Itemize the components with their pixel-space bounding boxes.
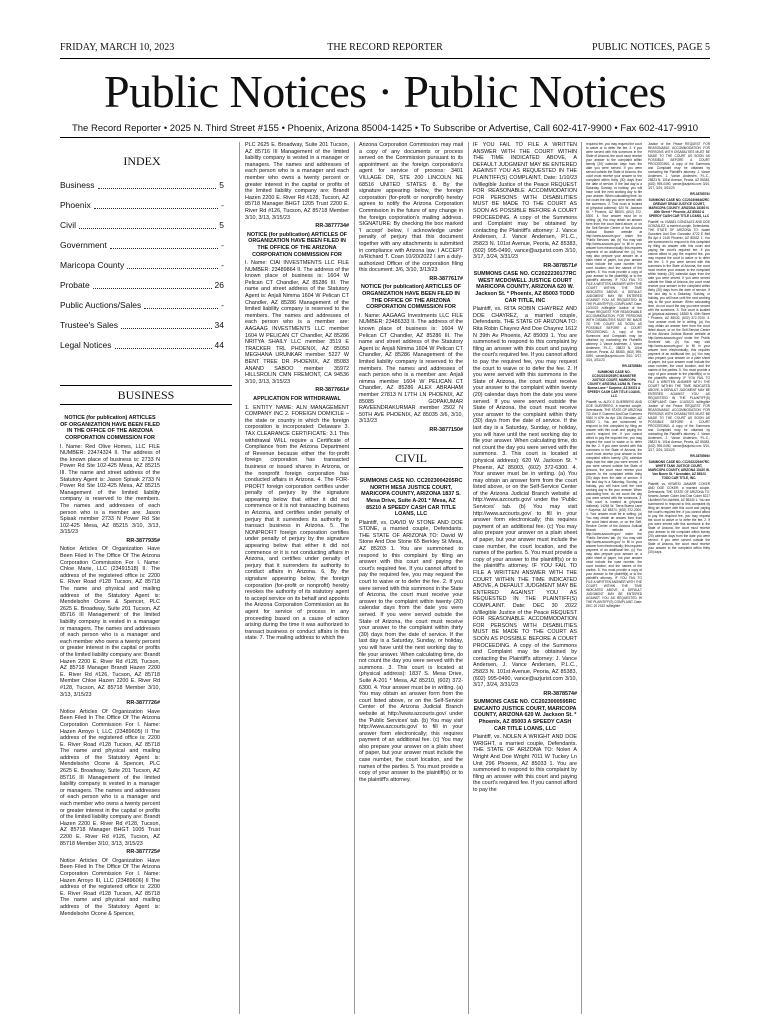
notice-id: RR-3878576# (690, 192, 710, 196)
column-5 (586, 142, 642, 1014)
notice-body: I. Name: Red Olive Homes, LLC FILE NUMBER: 23474324 II. The address of the known place of business is: 2733 N Power Rd Ste 102-425 Mesa, AZ 85215 III. The name and street address of the Statutory Agent is: Jason Spisak 2733 N Power Rd Ste 102-425 Mesa, AZ 85215 Management of the limited liability company is reserved to the members. The names and addresses of each person who is a member are: Jason Spisak member 2733 N Power Rd Ste 102-425 Mesa, AZ 85215 3/10, 3/13, 3/15/23 (60, 443, 160, 536)
index-entry-page: - (221, 299, 224, 310)
summons-heading: SUMMONS CASE NO. CC2022230251RC MANISTEE JUSTICE COURT, MARICOPA COUNTY, ARIZONA 14264 W. Tierra Buena Lane * Surprise, AZ 85374 A SPEEDY CASH CAR TITLE LOANS, LLC (587, 370, 641, 398)
index-entry-label: Government (60, 239, 107, 250)
summons-body: Plaintiff, vs. KEWESI JAMARR COKER AND DOE COKER, a married couple, Defendants. THE STATE OF ARIZONA TO: Kewesi Jamarr Coker And Doe Coker 6227 Litchfield Rd Litchfield, AZ 85340 1. You are summoned to respond to this complaint by filing an answer with this court and paying the court's required fee. If you cannot afford to pay the required fee, you may request the court to waive or to defer the fee. 2. If you were served with this summons in the State of Arizona, the court must receive your answer to the complaint within twenty (20) calendar days from the date you were served. If you were served outside the State of Arizona, the court must receive your answer to the complaint within thirty (30) days (648, 482, 710, 554)
index-entry-page: - (221, 239, 224, 250)
index-entry-label: Phoenix (60, 199, 91, 210)
index-entry-label: Maricopa County (60, 259, 125, 270)
notice-body: I. Name: AAGAAG Investments LLC FILE NUMBER: 23486333 II. The address of the known place of business is: 1604 W Pelican CT Chandler, AZ 85286 III. The name and street address of the Statutory Agent is: Anjali Nimma 1604 W Pelican CT Chandler, AZ 85286 Management of the limited liability company is reserved to the members. The names and addresses of each person who is a member are: Anjali nimma member 1604 W PELICAN CT Chandler, AZ 85286 ALEX ABRAHAM member 27813 N 17TH LN PHOENIX, AZ 85085 GOPAKUMAR RAVEENDRAKURMAR member 2502 N 50TH AVE PHOENIX, AZ 85035 3/6, 3/10, 3/13/23 (359, 312, 463, 425)
index-leader-dots (94, 195, 218, 209)
summons-body: Plaintiff, vs. ALEX E GUERRERO AND DOE GUERRERO, a married couple, Defendants. THE STATE OF ARIZONA TO: Alex E Guerrero And Doe Guerrero 9360 N 67th Av Apt 136 Glendale, AZ 85302 1. You are summoned to respond to this complaint by filing an answer with this court and paying the court's required fee. If you cannot afford to pay the required fee, you may request the court to waive or to defer the fee. 2. If you were served with this summons in the State of Arizona, the court must receive your answer to the complaint within twenty (20) calendar days from the date you were served. If you were served outside the State of Arizona, the court must receive your answer to the complaint within thirty (30) days from the date of service. If the last day is a Saturday, Sunday, or holiday, you will have until the next working day to file your answer. When calculating time, do not count the day you were served with the summons. 3. This court is located at (physical address): 14264 W. Tierra Buena Lane * Surprise, AZ 85374, (602) 372-2000. 4. Your answer must be in writing. (a) You may obtain an answer form from the court listed above, or on the Self-Service Center of the Arizona Judicial Branch website at http://www.azcourts.gov/ under the 'Public Services' tab. (b) You may visit http://www.azcourts.gov/ to fill in your answer form electronically; this requires payment of an additional fee. (c) You may also prepare your answer on a plain sheet of paper, but your answer must include the case number, the court location, and the names of the parties. 5. You must provide a copy of your answer to the plaintiff(s) or to the plaintiff's attorney. IF YOU FAIL TO FILE A WRITTEN ANSWER WITH THE COURT WITHIN THE TIME INDICATED ABOVE, A DEFAULT JUDGMENT MAY BE ENTERED AGAINST YOU AS REQUESTED IN THE PLAINTIFF(S) COMPLAINT. Date: DEC 20 2022 /s/illegible (586, 400, 642, 608)
paper-name: THE RECORD REPORTER (327, 42, 443, 53)
contact-line: The Record Reporter • 2025 N. Third Street #155 • Phoenix, Arizona 85004-1425 • To Subscribe or Advertise, Call 602-417-9900 • Fax 602-417-9910 (71, 123, 699, 134)
index-entry (60, 215, 224, 235)
notice-id: RR-3878568# (622, 364, 642, 368)
index-leader-dots (121, 315, 212, 329)
index-entry (60, 255, 224, 275)
index-leader-dots (110, 235, 218, 249)
notice-body: Notice Articles Of Organization Have Been Filed In The Office Of The Arizona Corporation Commission For I. Name: Chloe Marie, LLC (23491518) II. The address of the registered office is: 2200 E. River Road #128 Tucson, AZ 85718 The name and physical and mailing address of the Statutory Agent is: Mendelsohn Ocone & Spencer, PLC 2625 E. Broadway, Suite 201 Tucson, AZ 85716 III Management of the limited liability company is vested in a manager or managers. The names and addresses of each person who is a manager and each member who owns a twenty percent or greater interest in the capital or profits of the limited liability company are: Brandt Hazen 2200 E. River Rd #128, Tucson, AZ 85718 Manager Brandt Hazen 2200 E. River Rd #126, Tucson, AZ 85718 Member Chloe Hazen 2200 E. River Rd #128, Tucson, AZ 85718 Member 3/10, 3/13, 3/15/23 (60, 546, 160, 698)
index-entry (60, 175, 224, 195)
summons-body: Justice of the Peace REQUEST FOR REASONABLE ACCOMMODATION FOR PERSONS WITH DISABILITIES MUST BE MADE TO THE COURT AS SOON AS POSSIBLE BEFORE A COURT PROCEEDING. A copy of the Summons and Complaint may be obtained by contacting the Plaintiff's attorney: J. Vance Andersen, J. Vance Andersen, P.L.C., 25823 N. 101st Avenue, Peoria, AZ 85383, (602) 995-0490, vance@azjurist.com 3/10, 3/17, 3/24, 3/31/23 (648, 142, 710, 190)
section-heading-civil: CIVIL (359, 448, 463, 469)
summons-heading: SUMMONS CASE NO. CC2022229497RC WHITE TANK JUSTICE COURT, MARICOPA COUNTY, ARIZONA 10420 W. Van Buren St. * Avondale, AZ 85323 TODD CAR TITLE, INC. (648, 460, 710, 480)
notice-heading: NOTICE (for publication) ARTICLES OF ORGANIZATION HAVE BEEN FILED IN THE OFFICE OF THE ARIZONA CORPORATION COMMISSION FOR (60, 415, 160, 441)
summons-body: Plaintiff, vs. RITA ROBIN CHAYREZ AND DOE CHAYREZ, a married couple, Defendants. THE STATE OF ARIZONA TO: Rita Robin Chayrez And Doe Chayrez 1612 N 39th Av Phoenix, AZ 85009 1. You are summoned to respond to this complaint by filing an answer with this court and paying the court's required fee. If you cannot afford to pay the required fee, you may request the court to waive or to defer the fee. 2. If you were served with this summons in the State of Arizona, the court must receive your answer to the complaint within twenty (20) calendar days from the date you were served. If you were served outside the State of Arizona, the court must receive your answer to the complaint within thirty (30) days from the date of service. If the last day is a Saturday, Sunday, or holiday, you will have until the next working day to file your answer. When calculating time, do not count the day you were served with the summons. 3. This court is located at (physical address): 620 W. Jackson St. * Phoenix, AZ 85003, (602) 372-6300. 4. Your answer must be in writing. (a) You may obtain an answer form from the court listed above, or on the Self-Service Center of the Arizona Judicial Branch website at http://www.azcourts.gov/ under the 'Public Services' tab. (b) You may visit http://www.azcourts.gov/ to fill in your answer form electronically; this requires payment of an additional fee. (c) You may also prepare your answer on a plain sheet of paper, but your answer must include the case number, the court location, and the names of the parties. 5. You must provide a copy of your answer to the plaintiff(s) or to the plaintiff's attorney. IF YOU FAIL TO FILE A WRITTEN ANSWER WITH THE COURT WITHIN THE TIME INDICATED ABOVE, A DEFAULT JUDGMENT MAY BE ENTERED AGAINST YOU AS REQUESTED IN THE PLAINTIFF(S) COMPLAINT. Date: DEC 30 2022 /s/illegible Justice of the Peace REQUEST FOR REASONABLE ACCOMMODATION FOR PERSONS WITH DISABILITIES MUST BE MADE TO THE COURT AS SOON AS POSSIBLE BEFORE A COURT PROCEEDING. A copy of the Summons and Complaint may be obtained by contacting the Plaintiff's attorney: J. Vance Andersen, J. Vance Andersen, P.L.C., 25823 N. 101st Avenue, Peoria, AZ 85383, (602) 995-0490, vance@azjurist.com 3/10, 3/17, 3/24, 3/31/23 (473, 306, 577, 689)
index-box (60, 154, 224, 355)
index-entry-page: 26 (214, 279, 224, 290)
index-entry-page: - (221, 259, 224, 270)
masthead-title: Public Notices · Public Notices (104, 66, 666, 117)
column-1 (60, 142, 232, 1014)
index-entry (60, 315, 224, 335)
notice-id: RR-3878571# (543, 262, 577, 269)
notice-heading: NOTICE (for publication) ARTICLES OF ORGANIZATION HAVE BEEN FILED IN THE OFFICE OF THE ARIZONA CORPORATION COMMISSION FOR (360, 284, 462, 311)
index-entry-label: Probate (60, 279, 90, 290)
index-entry-page: 5 (219, 179, 224, 190)
notice-id: RR-3877734# (315, 223, 349, 230)
summons-heading: SUMMONS CASE NO. CC2022230177RC WEST MCDOWELL JUSTICE COURT MARICOPA COUNTY, ARIZONA 620 W. Jackson St. * Phoenix, AZ 85003 TODD CAR TITLE, INC (473, 271, 577, 304)
summons-body: Plaintiff, vs. NOLEN A WRIGHT AND DOE WRIGHT, a married couple, Defendants. THE STATE OF ARIZONA TO: Nolen A Wright And Doe Wright 7011 W Tuckey Ln Unit 296 Phoenix, AZ 85033 1. You are summoned to respond to this complaint by filing an answer with this court and paying the court's required fee. If you cannot afford to pay the (473, 734, 577, 793)
notice-body: PLC 2625 E. Broadway, Suite 201 Tucson, AZ 85716 III Management of the limited liability company is vested in a manager or managers. The names and addresses of each person who is a manager and each member who owns a twenty percent or greater interest in the capital or profits of the limited liability company are: Brandt Hazen 2200 E. River Rd #128, Tucson, AZ 85718 Manager BHGT 1205 Trust 2200 E. River Rd #126, Tucson, AZ 85718 Member 3/10, 3/13, 3/15/23 (245, 142, 349, 221)
index-entry (60, 235, 224, 255)
index-leader-dots (98, 175, 217, 189)
notice-body: Arizona Corporation Commission may mail a copy of any documents or process served on the Commission pursuant to its appointment as the foreign corporation's agent for service of process: 3401 VILLAGE DR, STE 200 LINCOLN NE 68516 UNITED STATES 8. By the signature appearing below, the foreign corporation (for-profit or nonprofit) hereby agrees to notify the Arizona Corporation Commission in the future of any change in the foreign corporation's mailing address. SIGNATURE: By checking the box marked 'I accept' below, I acknowledge under penalty of perjury that this document together with any attachments is submitted in compliance with Arizona law. I ACCEPT /s/Richard T. Coan 10/20/2022 I am a duly-authorized Officer of the corporation filing this document. 3/6, 3/10, 3/13/23 (359, 142, 463, 274)
column-divider (581, 142, 582, 1014)
index-entry-label: Business (60, 179, 95, 190)
index-entry-label: Civil (60, 219, 77, 230)
notice-heading: APPLICATION FOR WITHDRAWAL (253, 395, 341, 402)
summons-body: Plaintiff, vs. DAVID W STONE AND DOE STONE, a married couple, Defendants. THE STATE OF ARIZONA TO: David W Stone And Doe Stone 65 Berkley St Mesa, AZ 85203 1. You are summoned to respond to this complaint by filing an answer with this court and paying the court's required fee. If you cannot afford to pay the required fee, you may request the court to waive or to defer the fee. 2. If you were served with this summons in the State of Arizona, the court must receive your answer to the complaint within twenty (20) calendar days from the date you were served. If you were served outside the State of Arizona, the court must receive your answer to the complaint within thirty (30) days from the date of service. If the last day is a Saturday, Sunday, or holiday, you will have until the next working day to file your answer. When calculating time, do not count the day you were served with the summons. 3. This court is located at (physical address): 1837 S. Mesa Drive, Suite A-201 * Mesa, AZ 85210, (602) 372-6300. 4. Your answer must be in writing. (a) You may obtain an answer form from the court listed above, or on the Self-Service Center of the Arizona Judicial Branch website at http://www.azcourts.gov/ under the 'Public Services' tab. (b) You may visit http://www.azcourts.gov/ to fill in your answer form electronically; this requires payment of an additional fee. (c) You may also prepare your answer on a plain sheet of paper, but your answer must include the case number, the court location, and the names of the parties. 5. You must provide a copy of your answer to the plaintiff(s) or to the plaintiff's attorney. (359, 519, 463, 783)
index-list (60, 175, 224, 355)
issue-date: FRIDAY, MARCH 10, 2023 (60, 42, 175, 53)
section-heading-business: BUSINESS (60, 385, 232, 406)
index-leader-dots (144, 295, 218, 309)
index-entry-page: 44 (214, 339, 224, 350)
notice-body: 1. ENTITY NAME: ALN MANAGEMENT COMPANY INC 2. FOREIGN DOMICILE – the state or country in which the foreign corporation is incorporated: Delaware 3. TAX CLEARANCE CERTIFICATE: 3.1 This withdrawal WILL require a Certificate of Compliance from the Arizona Department of Revenue because either the for-profit foreign corporation has transacted business or issued shares in Arizona, or the nonprofit foreign corporation has conducted affairs in Arizona. 4. The FOR-PROFIT foreign corporation certifies under penalty of perjury by the signature appearing below that either it did not commence or it is not transacting business in Arizona, and certifies under penalty of perjury that it surrenders its authority to transact business in Arizona. 5. The NONPROFIT foreign corporation certifies under penalty of perjury by the signature appearing below that either it did not commence or it is not conducting affairs in Arizona, and certifies under penalty of perjury that it surrenders its authority to conduct affairs in Arizona. 6. By the signature appearing below, the foreign corporation (for-profit or nonprofit) hereby revokes the authority of its statutory agent to accept service on its behalf and appoints the Arizona Corporation Commission as its agent for service of process in any proceeding based on a cause of action arising during the time it was authorized to transact business or conduct affairs in this state. 7. The mailing address to which the (245, 404, 349, 642)
index-entry-page: 34 (214, 319, 224, 330)
index-leader-dots (79, 215, 216, 229)
notice-id: RR-3877661# (315, 387, 349, 394)
index-entry-label: Public Auctions/Sales (60, 299, 142, 310)
index-leader-dots (93, 275, 212, 289)
notice-id: RR-3877726# (126, 700, 160, 707)
index-leader-dots (115, 335, 212, 349)
index-entry-page: 5 (219, 219, 224, 230)
notice-id: RR-3877617# (429, 275, 463, 282)
notice-id: RR-3878566# (690, 454, 710, 458)
notice-id: RR-3877935# (126, 537, 160, 544)
summons-heading: SUMMONS CASE NO. CC2023000595RC ENCANTO JUSTICE COURT, MARICOPA COUNTY, ARIZONA 620 W. Jackson St. * Phoenix, AZ 85003 A SPEEDY CASH CAR TITLE LOANS, LLC (473, 699, 577, 732)
notice-id: RR-3877150# (429, 426, 463, 433)
notice-body: Notice Articles Of Organization Have Been Filed In The Office Of The Arizona Corporation Commission For I. Name: Hazen Arroyo I, LLC (23489605) II The address of the registered office is: 2200 E. River Road #128 Tucson, AZ 85718 The name and physical and mailing address of the Statutory Agent is: Mendelsohn Ocone & Spencer, PLC 2625 E. Broadway, Suite 201 Tucson, AZ 85716 III Management of the limited liability company is vested in a manager or managers. The names and addresses of each person who is a manager and each member who owns a twenty percent or greater interest in the capital or profits of the limited liability company are: Brandt Hazen 2200 E. River Rd #128, Tucson, AZ 85718 Manager BHGT 1005 Trust 2200 E. River Rd #126, Tucson, AZ 85718 Member 3/10, 3/13, 3/15/23 (60, 708, 160, 847)
index-entry (60, 275, 224, 295)
business-notices (60, 415, 160, 917)
column-divider (354, 142, 355, 1014)
page-header (60, 42, 710, 56)
column-2 (245, 142, 349, 1014)
notice-heading: NOTICE (for publication) ARTICLES OF ORGANIZATION HAVE BEEN FILED IN THE OFFICE OF THE ARIZONA CORPORATION COMMISSION FOR (246, 231, 348, 258)
index-entry-label: Legal Notices (60, 339, 112, 350)
notice-id: RR-3877725# (126, 849, 160, 856)
index-entry-page: - (221, 199, 224, 210)
summons-heading: SUMMONS CASE NO. CC2023066462RC DREAMY DRAW JUSTICE COURT, MARICOPA COUNTY, ARIZONA 18380 N. 40th Street * Phoenix, AZ 85032 A SPEEDY CASH CAR TITLE LOANS, LLC (648, 198, 710, 218)
index-entry (60, 195, 224, 215)
index-entry-label: Trustee's Sales (60, 319, 118, 330)
notice-id: RR-3878574# (543, 690, 577, 697)
column-4 (473, 142, 577, 1014)
index-leader-dots (127, 255, 218, 269)
index-entry (60, 335, 224, 355)
summons-heading: SUMMONS CASE NO. CC2023004205RC NORTH MESA JUSTICE COURT, MARICOPA COUNTY, ARIZONA 1837 S. Mesa Drive, Suite A-201 * Mesa, AZ 85210 A SPEEDY CASH CAR TITLE LOANS, LLC (359, 478, 463, 518)
summons-body: required fee, you may request the court to waive or to defer the fee. 2. If you were served with this summons in the State of Arizona, the court must receive your answer to the complaint within twenty (20) calendar days from the date you were served. If you were served outside the State of Arizona, the court must receive your answer to the complaint within thirty (30) days from the date of service. If the last day is a Saturday, Sunday, or holiday, you will have until the next working day to file your answer. When calculating time, do not count the day you were served with the summons. 3. This court is located at (physical address): 620 W. Jackson St. * Phoenix, AZ 85003, (602) 372-6300. 4. Your answer must be in writing. (a) You may obtain an answer form from the court listed above, or on the Self-Service Center of the Arizona Judicial Branch website at http://www.azcourts.gov/ under the 'Public Services' tab. (b) You may visit http://www.azcourts.gov/ to fill in your answer form electronically; this requires payment of an additional fee. (c) You may also prepare your answer on a plain sheet of paper, but your answer must include the case number, the court location, and the names of the parties. 5. You must provide a copy of your answer to the plaintiff(s) or to the plaintiff's attorney. IF YOU FAIL TO FILE A WRITTEN ANSWER WITH THE COURT WITHIN THE TIME INDICATED ABOVE, A DEFAULT JUDGMENT MAY BE ENTERED AGAINST YOU AS REQUESTED IN THE PLAINTIFF(S) COMPLAINT. Date: 12/20/22 /s/illegible Justice of the Peace REQUEST FOR REASONABLE ACCOMMODATION FOR PERSONS WITH DISABILITIES MUST BE MADE TO THE COURT AS SOON AS POSSIBLE BEFORE A COURT PROCEEDING. A copy of the Summons and Complaint may be obtained by contacting the Plaintiff's attorney: J. Vance Andersen, J. Vance Andersen, P.L.C., 25823 N. 101st Avenue, Peoria, AZ 85383, (602) 995-0490, vance@azjurist.com 3/10, 3/17, 3/24, 3/31/23 (586, 142, 642, 362)
masthead-rule (60, 137, 710, 138)
header-rule (60, 58, 710, 59)
index-entry (60, 295, 224, 315)
notice-body: I. Name: CIAI INVESTMENTS LLC FILE NUMBER: 23489864 II. The address of the known place of business is: 1604 W Pelican CT Chandler, AZ 85286 III. The name and street address of the Statutory Agent is: Anjali Nimma 1604 W Pelican CT Chandler, AZ 85286 Management of the limited liability company is reserved to the members. The names and addresses of each person who is a member are: AAGAAG INVESTMENTS LLC member 1604 W PELICAN CT Chandler, AZ 85286 NRITYA SHAILY LLC member 3519 E TRACKER TRL PHOENIX, AZ 85050 MEGHANA URUNKAR member 5227 W BENT TREE DR PHOENIX, AZ 85083 ANAND SABOO member 35972 HILLSROLIN CMN FREMONT, CA 94536 3/10, 3/13, 3/15/23 (245, 260, 349, 385)
column-3 (359, 142, 463, 1014)
notice-body: Notice Articles Of Organization Have Been Filed In The Office Of The Arizona Corporation Commission For I. Name: Hazen Arroyo III, LLC (23489606) II The address of the registered office is: 2200 E. River Road #128 Tucson, AZ 85718 The name and physical and mailing address of the Statutory Agent is: Mendelsohn Ocone & Spencer, (60, 857, 160, 917)
column-divider (468, 142, 469, 1014)
column-6 (648, 142, 710, 1014)
section-page: PUBLIC NOTICES, PAGE 5 (592, 42, 710, 53)
summons-body: IF YOU FAIL TO FILE A WRITTEN ANSWER WITH THE COURT WITHIN THE TIME INDICATED ABOVE, A DEFAULT JUDGMENT MAY BE ENTERED AGAINST YOU AS REQUESTED IN THE PLAINTIFF(S) COMPLAINT. Date: 1/10/23 /s/illegible Justice of the Peace REQUEST FOR REASONABLE ACCOMMODATION FOR PERSONS WITH DISABILITIES MUST BE MADE TO THE COURT AS SOON AS POSSIBLE BEFORE A COURT PROCEEDING. A copy of the Summons and Complaint may be obtained by contacting the Plaintiff's attorney: J. Vance Andersen, J. Vance Andersen, P.L.C., 25823 N. 101st Avenue, Peoria, AZ 85383, (602) 995-0490, vance@azjurist.com 3/10, 3/17, 3/24, 3/31/23 (473, 142, 577, 261)
column-divider (239, 142, 240, 1014)
summons-body: Plaintiff, vs. ISABEL GONZALEZ AND DOE GONZALEZ, a married couple, Defendants. THE STATE OF ARIZONA TO: Isabel Gonzalez And Doe Gonzalez 4722 E Bell Rd Apt # 2145 Phoenix, AZ 85032 1. You are summoned to respond to this complaint by filing an answer with this court and paying the court's required fee. If you cannot afford to pay the required fee, you may request the court to waive or to defer the fee. 2. If you were served with this summons in the State of Arizona, the court must receive your answer to the complaint within twenty (20) calendar days from the date you were served. If you were served outside the State of Arizona, the court must receive your answer to the complaint within thirty (30) days from the date of service. If the last day is a Saturday, Sunday, or holiday, you will have until the next working day to file your answer. When calculating time, do not count the day you were served with the summons. 3. This court is located at (physical address): 18380 N. 40th Street * Phoenix, AZ 85032, (602) 372-7000. 4. Your answer must be in writing. (a) You may obtain an answer form from the court listed above, or on the Self-Service Center of the Arizona Judicial Branch website at http://www.azcourts.gov/ under the 'Public Services' tab. (b) You may visit http://www.azcourts.gov/ to fill in your answer form electronically; this requires payment of an additional fee. (c) You may also prepare your answer on a plain sheet of paper, but your answer must include the case number, the court location, and the names of the parties. 5. You must provide a copy of your answer to the plaintiff(s) or to the plaintiff's attorney. IF YOU FAIL TO FILE A WRITTEN ANSWER WITH THE COURT WITHIN THE TIME INDICATED ABOVE, A DEFAULT JUDGMENT MAY BE ENTERED AGAINST YOU AS REQUESTED IN THE PLAINTIFF(S) COMPLAINT. Date: 1/10/2023 /s/illegible Justice of the Peace REQUEST FOR REASONABLE ACCOMMODATION FOR PERSONS WITH DISABILITIES MUST BE MADE TO THE COURT AS SOON AS POSSIBLE BEFORE A COURT PROCEEDING. A copy of the Summons and Complaint may be obtained by contacting the Plaintiff's attorney: J. Vance Andersen, J. Vance Andersen, P.L.C., 25823 N. 101st Avenue, Peoria, AZ 85383, (602) 995-0490, vance@azjurist.com 3/10, 3/17, 3/24, 3/31/23 (648, 220, 710, 452)
index-title: INDEX (123, 154, 161, 168)
